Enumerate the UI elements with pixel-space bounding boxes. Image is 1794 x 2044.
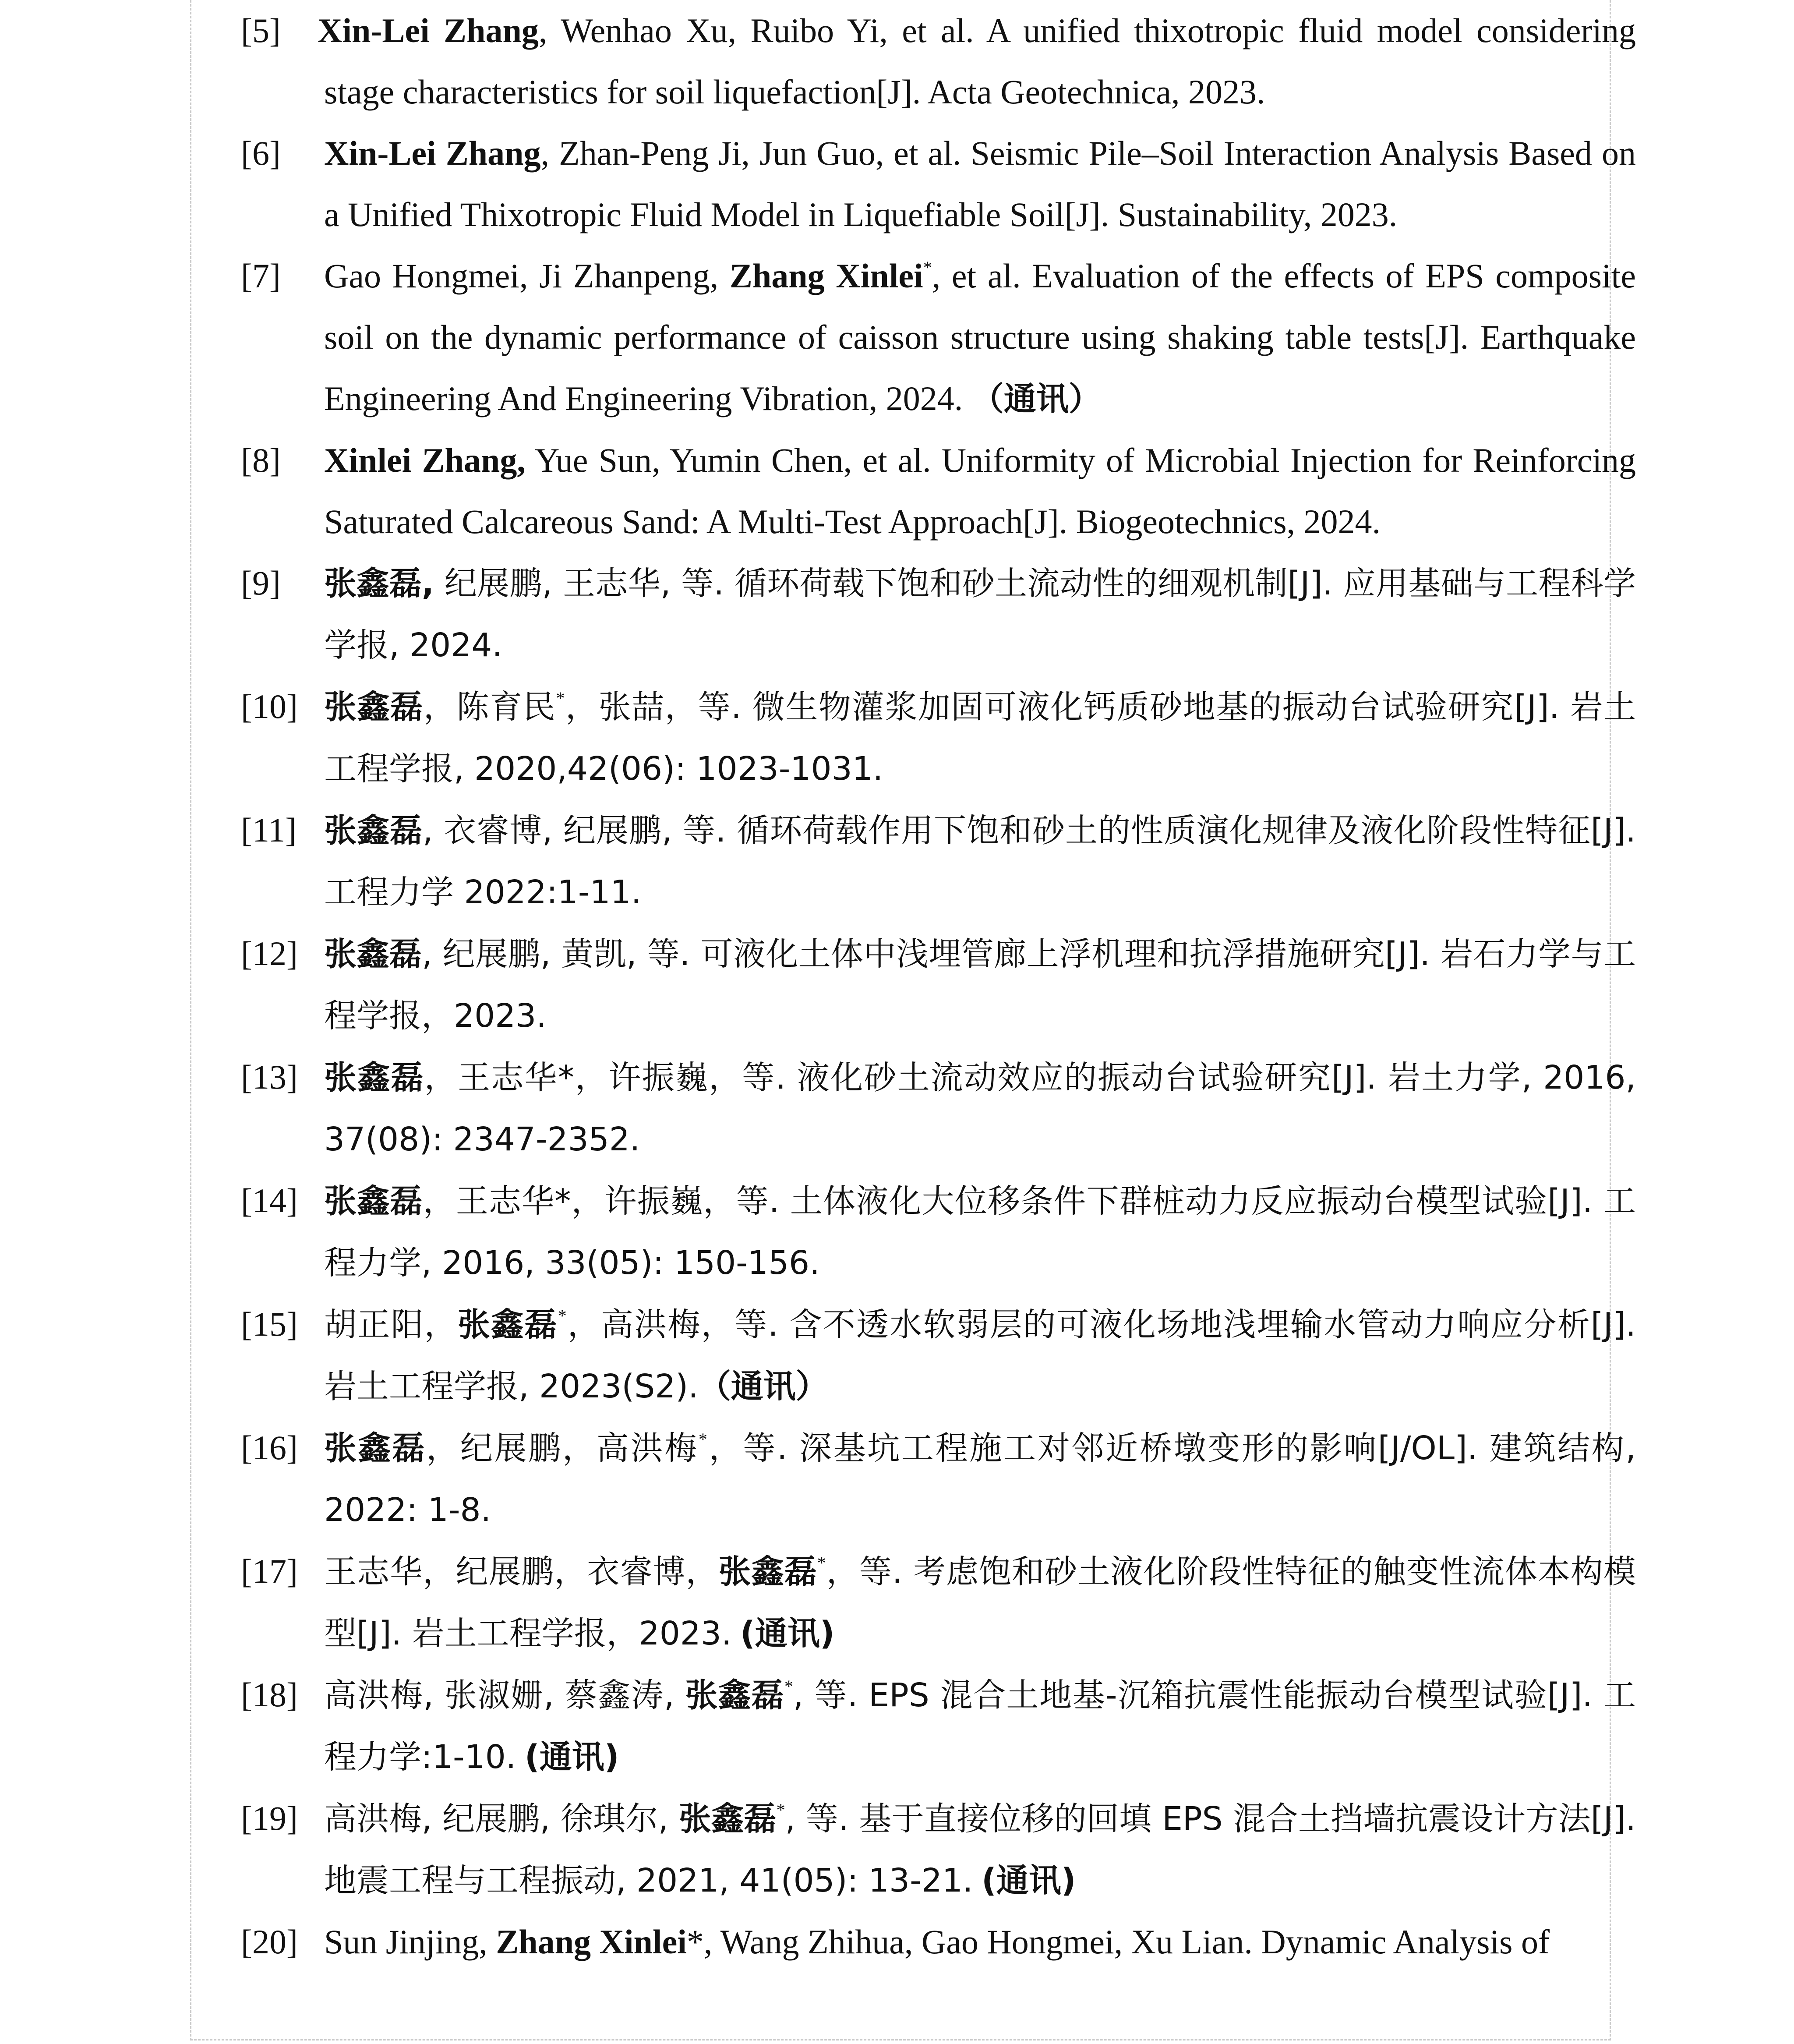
corresponding-tag: (通讯) <box>740 1615 835 1652</box>
reference-text: ，等. 考虑饱和砂土液化阶段性特征的触变性流体本构模型[J]. 岩土工程学报，2023. <box>324 1553 1636 1652</box>
reference-text: ，等. 深基坑工程施工对邻近桥墩变形的影响[J/OL]. 建筑结构, 2022: 1-8. <box>324 1429 1636 1529</box>
bold-author: 张鑫磊 <box>685 1676 784 1714</box>
reference-text: , 纪展鹏, 黄凯, 等. 可液化土体中浅埋管廊上浮机理和抗浮措施研究[J]. 岩石力学与工程学报，2023. <box>324 935 1636 1035</box>
reference-item <box>241 1664 1636 1788</box>
reference-text: , Wenhao Xu, Ruibo Yi, et al. A unified thixotropic fluid model considering stage characteristics for soil liquefaction[J]. Acta Geotechnica, 2023. <box>324 11 1636 111</box>
reference-item <box>241 923 1636 1047</box>
bold-author: 张鑫磊 <box>457 1306 558 1344</box>
reference-prefix: Gao Hongmei, Ji Zhanpeng, <box>324 257 730 295</box>
bold-author: Xin-Lei Zhang <box>318 11 539 50</box>
corresponding-mark: * <box>556 688 565 708</box>
reference-number: [5] <box>241 11 281 50</box>
reference-number: [10] <box>241 687 298 725</box>
reference-number: [6] <box>241 134 281 172</box>
reference-number: [19] <box>241 1799 298 1837</box>
reference-item <box>241 676 1636 799</box>
reference-item <box>241 799 1636 923</box>
bold-author: 张鑫磊 <box>324 1429 427 1467</box>
bold-author: Xin-Lei Zhang <box>324 134 541 172</box>
bold-author: 张鑫磊 <box>324 1059 424 1096</box>
reference-text: ，陈育民 <box>423 688 556 726</box>
corresponding-mark: * <box>817 1553 826 1573</box>
reference-item <box>241 1788 1636 1911</box>
bold-author: Zhang Xinlei <box>496 1923 687 1961</box>
reference-prefix: Sun Jinjing, <box>324 1923 496 1961</box>
reference-text: ，高洪梅，等. 含不透水软弱层的可液化场地浅埋输水管动力响应分析[J]. 岩土工程学报, 2023(S2). <box>324 1306 1636 1405</box>
reference-text: , 等. 基于直接位移的回填 EPS 混合土挡墙抗震设计方法[J]. 地震工程与工程振动, 2021, 41(05): 13-21. <box>324 1800 1636 1899</box>
corresponding-mark: * <box>776 1800 785 1820</box>
reference-text: ，王志华*，许振巍，等. 土体液化大位移条件下群桩动力反应振动台模型试验[J]. 工程力学, 2016, 33(05): 150-156. <box>324 1182 1636 1282</box>
bold-author: 张鑫磊, <box>324 565 434 602</box>
corresponding-mark: * <box>784 1676 793 1696</box>
reference-text: , et al. Evaluation of the effects of EPS composite soil on the dynamic performance of caisson structure using shaking table tests[J]. Earthquake Engineering And Engineering Vibration, 2024. <box>324 257 1636 417</box>
reference-text: ，王志华*，许振巍，等. 液化砂土流动效应的振动台试验研究[J]. 岩土力学, 2016, 37(08): 2347-2352. <box>324 1059 1636 1158</box>
reference-text: ，纪展鹏，高洪梅 <box>426 1429 699 1467</box>
reference-number: [20] <box>241 1923 298 1961</box>
reference-text: *, Wang Zhihua, Gao Hongmei, Xu Lian. Dynamic Analysis of <box>686 1923 1550 1961</box>
reference-text: ，张喆，等. 微生物灌浆加固可液化钙质砂地基的振动台试验研究[J]. 岩土工程学报, 2020,42(06): 1023-1031. <box>324 688 1636 788</box>
corresponding-mark: * <box>923 258 932 277</box>
reference-item <box>241 123 1636 245</box>
reference-text: , 等. EPS 混合土地基-沉箱抗震性能振动台模型试验[J]. 工程力学:1-10. <box>324 1676 1636 1776</box>
reference-number: [11] <box>241 811 297 849</box>
reference-item <box>241 1911 1636 1973</box>
reference-number: [15] <box>241 1305 298 1343</box>
corresponding-mark: * <box>698 1429 707 1449</box>
bold-author: 张鑫磊 <box>324 1182 423 1220</box>
reference-prefix: 王志华，纪展鹏，衣睿博， <box>324 1553 719 1591</box>
reference-item <box>241 430 1636 552</box>
corresponding-tag: （通讯） <box>971 380 1101 418</box>
reference-item <box>241 1294 1636 1417</box>
reference-item <box>241 1170 1636 1294</box>
reference-number: [16] <box>241 1429 298 1467</box>
corresponding-tag: (通讯) <box>981 1862 1076 1899</box>
reference-item <box>241 1417 1636 1541</box>
bold-author: 张鑫磊 <box>718 1553 817 1591</box>
bold-author: 张鑫磊 <box>678 1800 777 1838</box>
bold-author: Zhang Xinlei <box>729 257 923 295</box>
reference-number: [7] <box>241 257 281 295</box>
corresponding-mark: * <box>558 1306 567 1326</box>
bold-author: 张鑫磊 <box>324 812 423 849</box>
reference-number: [12] <box>241 934 298 972</box>
reference-number: [17] <box>241 1552 298 1590</box>
reference-text: , Zhan-Peng Ji, Jun Guo, et al. Seismic Pile–Soil Interaction Analysis Based on a Unified Thixotropic Fluid Model in Liquefiable Soil[J]. Sustainability, 2023. <box>324 134 1636 233</box>
reference-number: [14] <box>241 1181 298 1220</box>
reference-item <box>241 552 1636 676</box>
reference-item <box>241 1541 1636 1664</box>
reference-text: Yue Sun, Yumin Chen, et al. Uniformity of Microbial Injection for Reinforcing Saturated Calcareous Sand: A Multi-Test Approach[J]. Biogeotechnics, 2024. <box>324 441 1636 541</box>
reference-text: 纪展鹏, 王志华, 等. 循环荷载下饱和砂土流动性的细观机制[J]. 应用基础与工程科学学报, 2024. <box>324 565 1636 664</box>
reference-number: [9] <box>241 564 281 602</box>
reference-item <box>241 0 1636 123</box>
reference-prefix: 高洪梅, 张淑姗, 蔡鑫涛, <box>324 1676 685 1714</box>
reference-prefix: 胡正阳， <box>324 1306 458 1344</box>
reference-text: , 衣睿博, 纪展鹏, 等. 循环荷载作用下饱和砂土的性质演化规律及液化阶段性特征[J]. 工程力学 2022:1-11. <box>324 812 1636 911</box>
bold-author: 张鑫磊 <box>324 688 424 726</box>
corresponding-tag: (通讯) <box>524 1738 619 1776</box>
reference-item <box>241 1047 1636 1170</box>
reference-number: [13] <box>241 1058 298 1096</box>
reference-number: [18] <box>241 1676 298 1714</box>
reference-item <box>241 245 1636 430</box>
corresponding-tag: （通讯） <box>698 1368 828 1405</box>
bold-author: 张鑫磊 <box>324 935 422 973</box>
bold-author: Xinlei Zhang, <box>324 441 526 479</box>
reference-list <box>241 0 1636 1973</box>
reference-number: [8] <box>241 441 281 479</box>
reference-prefix: 高洪梅, 纪展鹏, 徐琪尔, <box>324 1800 679 1838</box>
